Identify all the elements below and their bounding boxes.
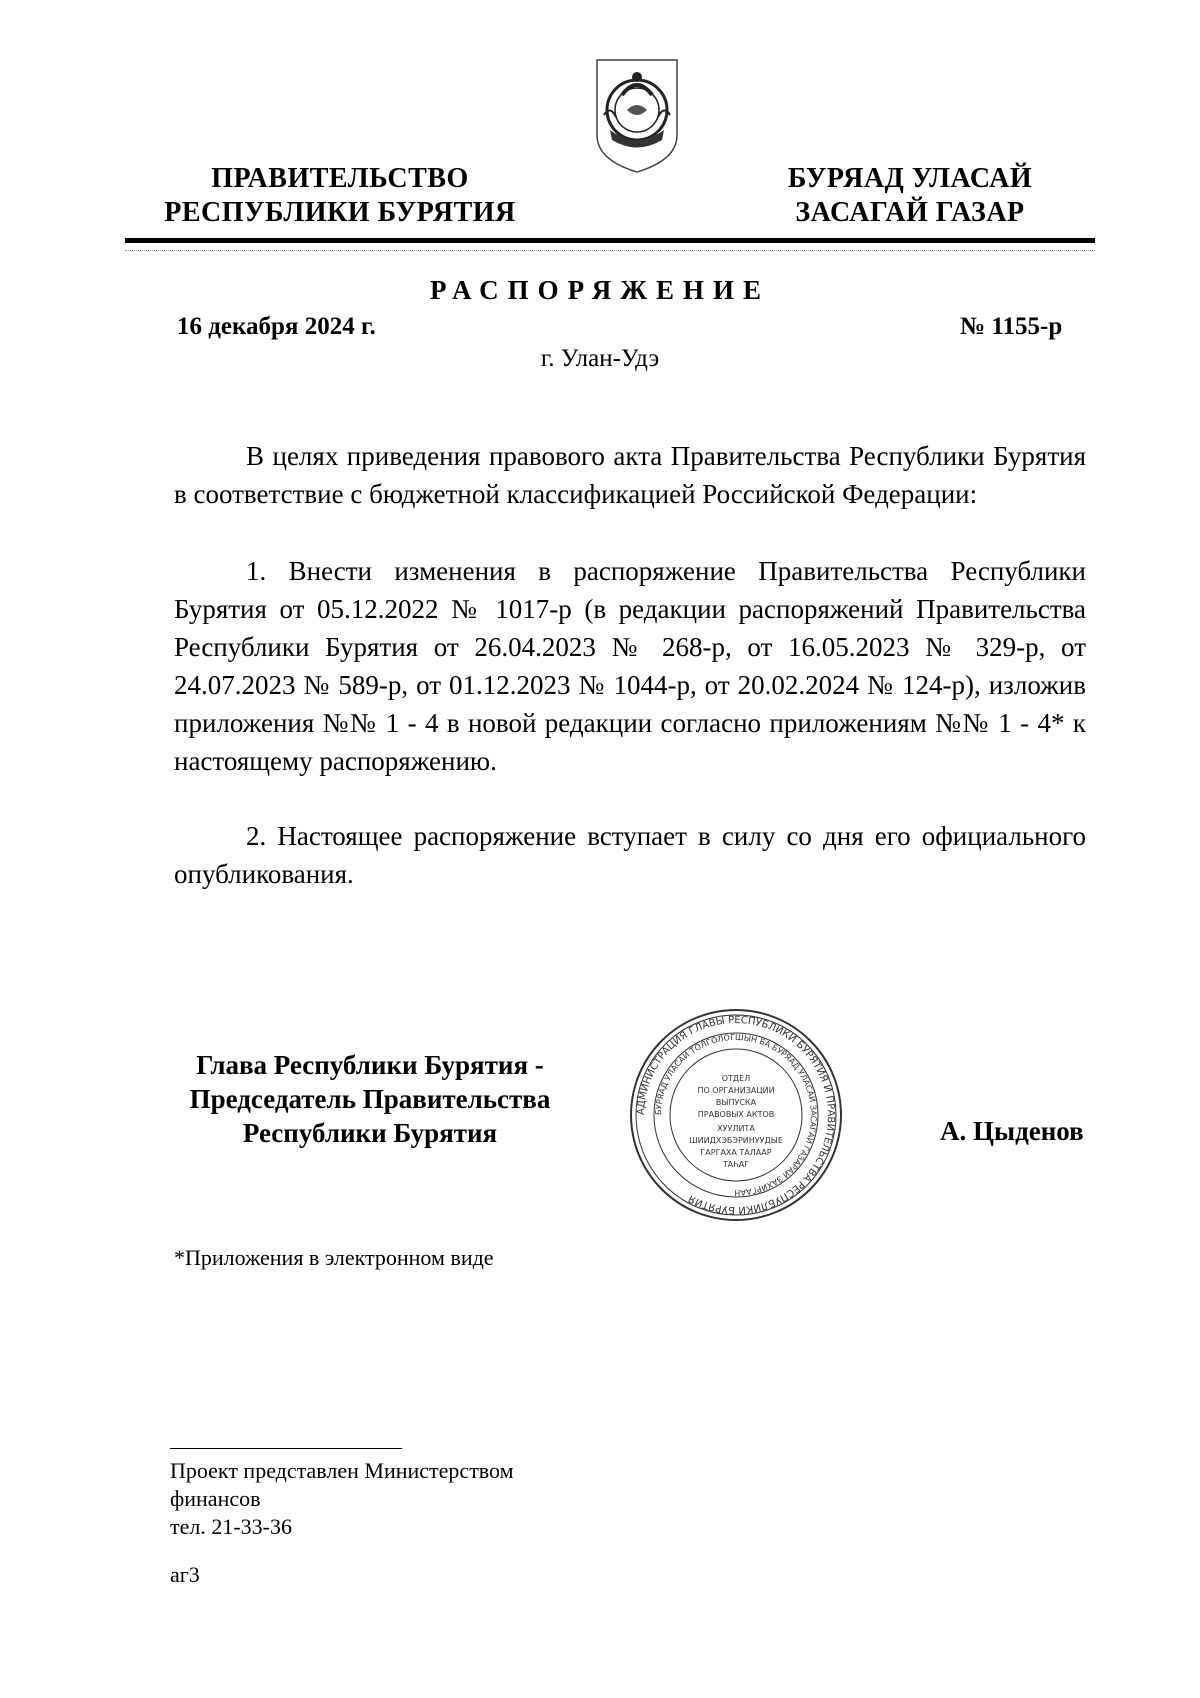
government-title-bua-line2: ЗАСАГАЙ ГАЗАР xyxy=(795,197,1025,228)
stamp-center-line: ШИИДХЭБЭРИНУУДЫЕ xyxy=(689,1136,783,1145)
footer-line1: Проект представлен Министерством xyxy=(170,1458,514,1483)
stamp-center-line: ГАРГАХА ТАЛААР xyxy=(700,1148,772,1157)
footer-line2: финансов xyxy=(170,1486,261,1511)
document-city: г. Улан-Удэ xyxy=(540,345,660,372)
body-paragraph-3 xyxy=(174,817,1086,893)
signatory-role xyxy=(160,1048,580,1150)
government-title-bua-line1: БУРЯАД УЛАСАЙ xyxy=(787,163,1033,194)
footer-phone: тел. 21-33-36 xyxy=(170,1514,293,1539)
attachments-note: *Приложения в электронном виде xyxy=(174,1245,494,1270)
stamp-outer-text: АДМИНИСТРАЦИЯ ГЛАВЫ РЕСПУБЛИКИ БУРЯТИЯ И ПРАВИТЕЛЬСТВА РЕСПУБЛИКИ БУРЯТИЯ xyxy=(635,1014,837,1216)
signatory-role-line1: Глава Республики Бурятия - xyxy=(196,1050,544,1080)
header-divider-thin xyxy=(125,250,1095,251)
document-type: РАСПОРЯЖЕНИЕ xyxy=(429,275,771,305)
stamp-center-line: ПРАВОВЫХ АКТОВ xyxy=(697,1110,775,1119)
stamp-center-line: ВЫПУСКА xyxy=(715,1098,757,1107)
signatory-name: А. Цыденов xyxy=(940,1116,1084,1146)
body-paragraph-2 xyxy=(174,552,1086,780)
header-divider-thick xyxy=(125,238,1095,243)
stamp-center-line: ТАҺАГ xyxy=(722,1160,750,1169)
government-title-bua xyxy=(760,162,1060,230)
footer-info xyxy=(170,1457,514,1541)
coat-of-arms-icon xyxy=(592,55,682,175)
stamp-inner-text: БУРЯАД УЛАСАЙ ТОЛГОЛОГШЫН БА БУРЯАД УЛАСАЙ ЗАСАГАЙ ГАЗАРАЙ ЗАХИРГААН xyxy=(653,1032,819,1198)
stamp-center-line: ПО ОРГАНИЗАЦИИ xyxy=(697,1086,775,1095)
government-title-ru-line2: РЕСПУБЛИКИ БУРЯТИЯ xyxy=(164,197,516,228)
signatory-role-line2: Председатель Правительства xyxy=(189,1084,551,1114)
stamp-center-line: ОТДЕЛ xyxy=(721,1074,751,1083)
government-title-ru-line1: ПРАВИТЕЛЬСТВО xyxy=(211,163,469,194)
paragraph-text: В целях приведения правового акта Правительства Республики Бурятия в соответствие с бюджетной классификацией Российской Федерации: xyxy=(174,441,1086,509)
paragraph-text: 1. Внести изменения в распоряжение Правительства Республики Бурятия от 05.12.2022 № 1017-р (в редакции распоряжений Правительства Республики Бурятия от 26.04.2023 № 268-р, от 16.05.2023 № 329-р, от 24.07.2023 № 589-р, от 01.12.2023 № 1044-р, от 20.02.2024 № 124-р), изложив приложения №№ 1 - 4 в новой редакции согласно приложениям №№ 1 - 4* к настоящему распоряжению. xyxy=(174,556,1086,776)
executor-code: аг3 xyxy=(170,1562,200,1587)
footer-divider xyxy=(170,1448,402,1449)
document-number: № 1155-р xyxy=(960,313,1063,340)
body-paragraph-1 xyxy=(174,437,1086,513)
stamp-center-line: ХУУЛИТА xyxy=(717,1124,755,1133)
government-title-ru xyxy=(150,162,530,230)
signatory-role-line3: Республики Бурятия xyxy=(242,1118,498,1148)
document-date: 16 декабря 2024 г. xyxy=(177,313,376,340)
official-stamp xyxy=(626,1005,846,1225)
paragraph-text: 2. Настоящее распоряжение вступает в силу со дня его официального опубликования. xyxy=(174,821,1086,889)
